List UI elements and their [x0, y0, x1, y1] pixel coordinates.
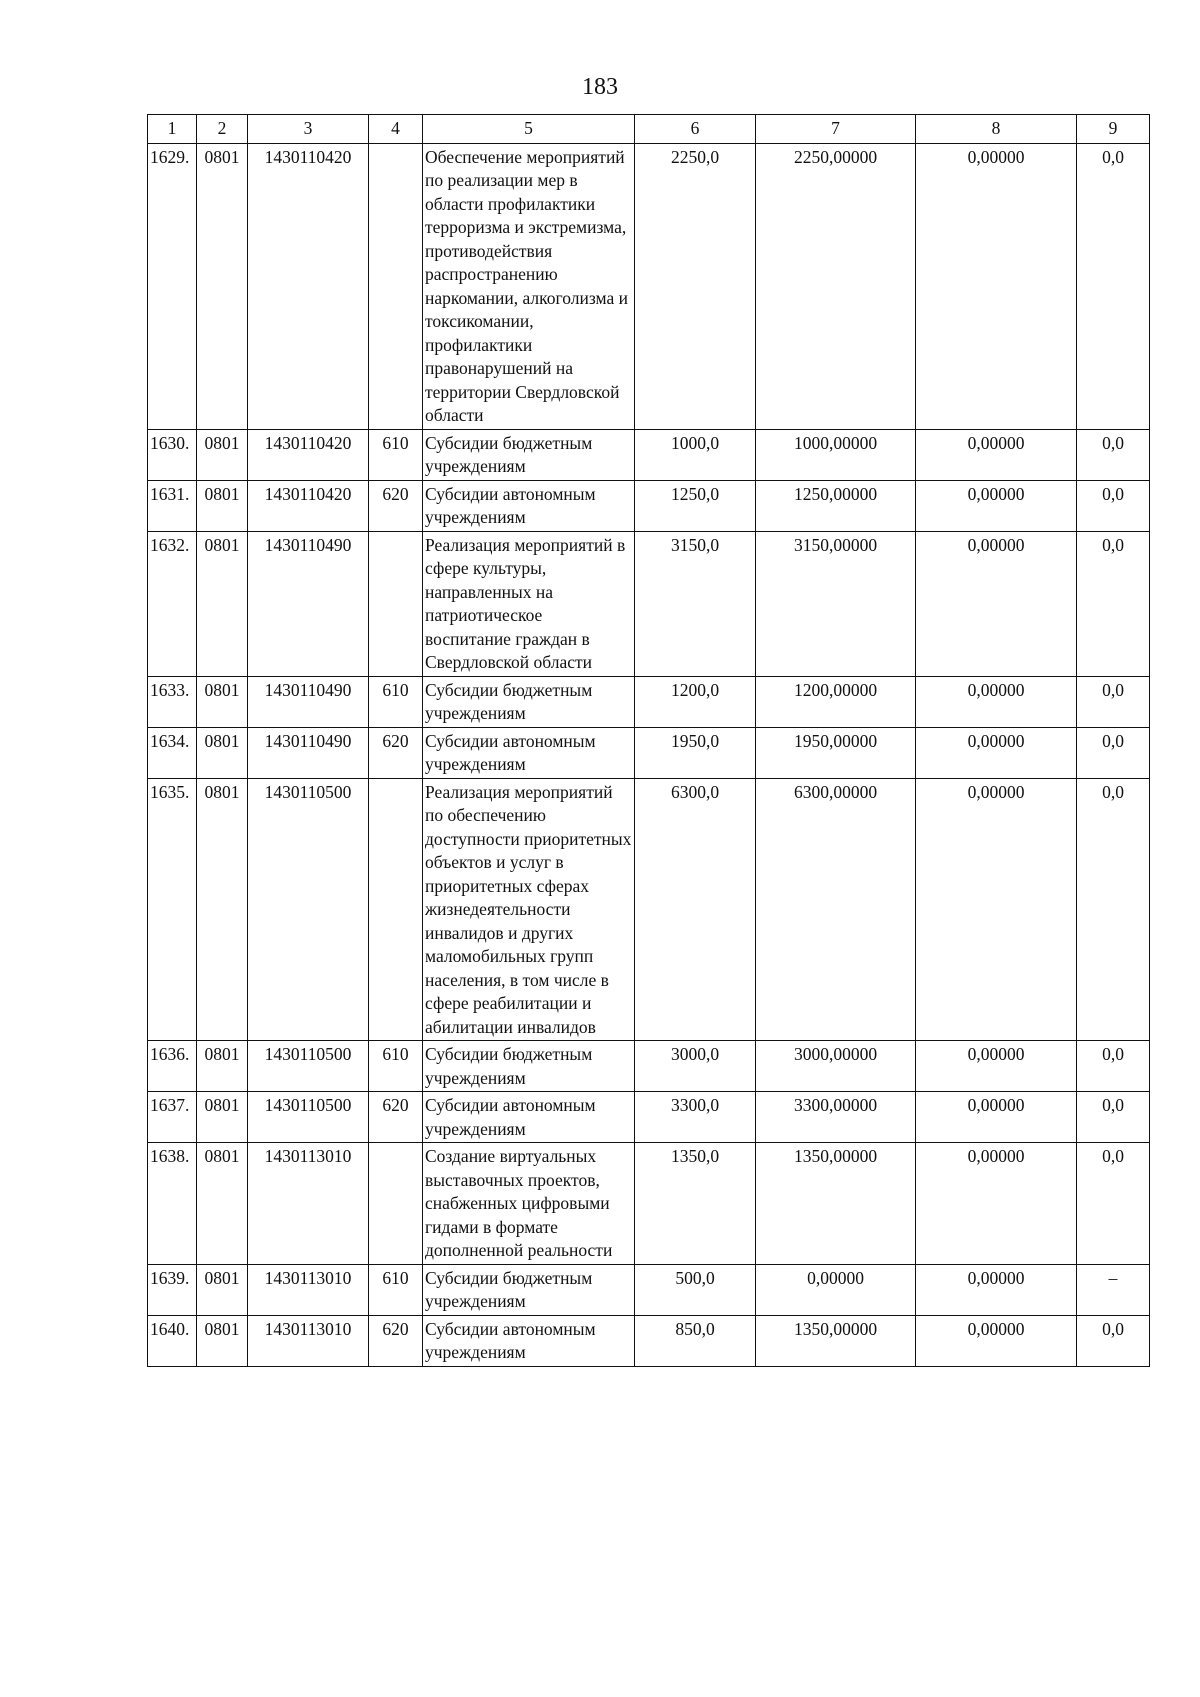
section-code-cell: 0801 — [197, 778, 248, 1041]
table-row — [148, 1264, 1150, 1315]
expense-type-cell: 610 — [369, 1041, 423, 1092]
value-col9-cell: 0,0 — [1077, 1092, 1150, 1143]
budget-table — [147, 114, 1150, 1367]
value-col8-cell: 0,00000 — [916, 676, 1077, 727]
expense-type-cell: 620 — [369, 480, 423, 531]
planned-amount-cell: 1250,0 — [635, 480, 756, 531]
table-body — [148, 143, 1150, 1366]
row-number-cell: 1633. — [148, 676, 197, 727]
target-article-cell: 1430110500 — [248, 778, 369, 1041]
section-code-cell: 0801 — [197, 429, 248, 480]
value-col7-cell: 0,00000 — [756, 1264, 916, 1315]
table-row — [148, 778, 1150, 1041]
section-code-cell: 0801 — [197, 727, 248, 778]
column-header: 7 — [756, 115, 916, 144]
expense-type-cell: 620 — [369, 727, 423, 778]
row-number-cell: 1630. — [148, 429, 197, 480]
target-article-cell: 1430110420 — [248, 429, 369, 480]
expense-type-cell: 620 — [369, 1092, 423, 1143]
value-col8-cell: 0,00000 — [916, 1092, 1077, 1143]
description-cell: Реализация мероприятий в сфере культуры, направленных на патриотическое воспитание граждан в Свердловской области — [423, 531, 635, 676]
column-header: 5 — [423, 115, 635, 144]
description-cell: Обеспечение мероприятий по реализации мер в области профилактики терроризма и экстремизма, противодействия распространению наркомании, алкоголизма и токсикомании, профилактики правонарушений на территории Свердловской области — [423, 143, 635, 429]
value-col8-cell: 0,00000 — [916, 1143, 1077, 1265]
value-col8-cell: 0,00000 — [916, 727, 1077, 778]
value-col7-cell: 3300,00000 — [756, 1092, 916, 1143]
target-article-cell: 1430113010 — [248, 1143, 369, 1265]
value-col8-cell: 0,00000 — [916, 1315, 1077, 1366]
value-col8-cell: 0,00000 — [916, 480, 1077, 531]
row-number-cell: 1634. — [148, 727, 197, 778]
header-row — [148, 115, 1150, 144]
target-article-cell: 1430110420 — [248, 143, 369, 429]
section-code-cell: 0801 — [197, 1264, 248, 1315]
table-row — [148, 1143, 1150, 1265]
row-number-cell: 1638. — [148, 1143, 197, 1265]
section-code-cell: 0801 — [197, 1041, 248, 1092]
section-code-cell: 0801 — [197, 676, 248, 727]
table-row — [148, 727, 1150, 778]
value-col9-cell: 0,0 — [1077, 676, 1150, 727]
description-cell: Субсидии бюджетным учреждениям — [423, 429, 635, 480]
section-code-cell: 0801 — [197, 1143, 248, 1265]
value-col7-cell: 1250,00000 — [756, 480, 916, 531]
row-number-cell: 1636. — [148, 1041, 197, 1092]
planned-amount-cell: 1350,0 — [635, 1143, 756, 1265]
target-article-cell: 1430110490 — [248, 676, 369, 727]
value-col9-cell: 0,0 — [1077, 1143, 1150, 1265]
planned-amount-cell: 6300,0 — [635, 778, 756, 1041]
planned-amount-cell: 1200,0 — [635, 676, 756, 727]
target-article-cell: 1430110500 — [248, 1092, 369, 1143]
planned-amount-cell: 850,0 — [635, 1315, 756, 1366]
planned-amount-cell: 1000,0 — [635, 429, 756, 480]
description-cell: Субсидии бюджетным учреждениям — [423, 1041, 635, 1092]
value-col8-cell: 0,00000 — [916, 1264, 1077, 1315]
page-number: 183 — [582, 74, 618, 100]
column-header: 8 — [916, 115, 1077, 144]
value-col9-cell: 0,0 — [1077, 531, 1150, 676]
description-cell: Субсидии автономным учреждениям — [423, 727, 635, 778]
description-cell: Субсидии бюджетным учреждениям — [423, 676, 635, 727]
row-number-cell: 1639. — [148, 1264, 197, 1315]
planned-amount-cell: 3300,0 — [635, 1092, 756, 1143]
table-row — [148, 1092, 1150, 1143]
row-number-cell: 1629. — [148, 143, 197, 429]
section-code-cell: 0801 — [197, 531, 248, 676]
value-col8-cell: 0,00000 — [916, 778, 1077, 1041]
row-number-cell: 1632. — [148, 531, 197, 676]
table-row — [148, 1041, 1150, 1092]
table-row — [148, 1315, 1150, 1366]
expense-type-cell — [369, 778, 423, 1041]
target-article-cell: 1430113010 — [248, 1315, 369, 1366]
value-col7-cell: 3000,00000 — [756, 1041, 916, 1092]
expense-type-cell: 610 — [369, 429, 423, 480]
expense-type-cell: 610 — [369, 1264, 423, 1315]
column-header: 1 — [148, 115, 197, 144]
expense-type-cell: 610 — [369, 676, 423, 727]
expense-type-cell — [369, 531, 423, 676]
planned-amount-cell: 3150,0 — [635, 531, 756, 676]
description-cell: Создание виртуальных выставочных проектов, снабженных цифровыми гидами в формате дополненной реальности — [423, 1143, 635, 1265]
value-col7-cell: 3150,00000 — [756, 531, 916, 676]
value-col9-cell: 0,0 — [1077, 1041, 1150, 1092]
table-row — [148, 676, 1150, 727]
row-number-cell: 1635. — [148, 778, 197, 1041]
value-col8-cell: 0,00000 — [916, 531, 1077, 676]
value-col9-cell: 0,0 — [1077, 480, 1150, 531]
value-col7-cell: 1350,00000 — [756, 1143, 916, 1265]
value-col9-cell: 0,0 — [1077, 778, 1150, 1041]
value-col9-cell: 0,0 — [1077, 429, 1150, 480]
value-col9-cell: 0,0 — [1077, 727, 1150, 778]
table-row — [148, 531, 1150, 676]
table-row — [148, 480, 1150, 531]
description-cell: Субсидии автономным учреждениям — [423, 480, 635, 531]
description-cell: Субсидии бюджетным учреждениям — [423, 1264, 635, 1315]
column-header: 3 — [248, 115, 369, 144]
row-number-cell: 1631. — [148, 480, 197, 531]
description-cell: Субсидии автономным учреждениям — [423, 1315, 635, 1366]
value-col7-cell: 1950,00000 — [756, 727, 916, 778]
value-col9-cell: 0,0 — [1077, 143, 1150, 429]
expense-type-cell — [369, 1143, 423, 1265]
value-col9-cell: – — [1077, 1264, 1150, 1315]
value-col7-cell: 1000,00000 — [756, 429, 916, 480]
expense-type-cell — [369, 143, 423, 429]
value-col8-cell: 0,00000 — [916, 429, 1077, 480]
value-col7-cell: 1200,00000 — [756, 676, 916, 727]
expense-type-cell: 620 — [369, 1315, 423, 1366]
value-col7-cell: 2250,00000 — [756, 143, 916, 429]
description-cell: Субсидии автономным учреждениям — [423, 1092, 635, 1143]
description-cell: Реализация мероприятий по обеспечению доступности приоритетных объектов и услуг в приоритетных сферах жизнедеятельности инвалидов и других маломобильных групп населения, в том числе в сфере реабилитации и абилитации инвалидов — [423, 778, 635, 1041]
target-article-cell: 1430110500 — [248, 1041, 369, 1092]
planned-amount-cell: 2250,0 — [635, 143, 756, 429]
table-row — [148, 429, 1150, 480]
planned-amount-cell: 500,0 — [635, 1264, 756, 1315]
section-code-cell: 0801 — [197, 1092, 248, 1143]
value-col7-cell: 6300,00000 — [756, 778, 916, 1041]
table-row — [148, 143, 1150, 429]
value-col9-cell: 0,0 — [1077, 1315, 1150, 1366]
section-code-cell: 0801 — [197, 143, 248, 429]
target-article-cell: 1430110420 — [248, 480, 369, 531]
planned-amount-cell: 3000,0 — [635, 1041, 756, 1092]
column-header: 6 — [635, 115, 756, 144]
target-article-cell: 1430113010 — [248, 1264, 369, 1315]
column-header: 2 — [197, 115, 248, 144]
column-header: 9 — [1077, 115, 1150, 144]
section-code-cell: 0801 — [197, 480, 248, 531]
column-header: 4 — [369, 115, 423, 144]
value-col7-cell: 1350,00000 — [756, 1315, 916, 1366]
target-article-cell: 1430110490 — [248, 531, 369, 676]
row-number-cell: 1637. — [148, 1092, 197, 1143]
section-code-cell: 0801 — [197, 1315, 248, 1366]
target-article-cell: 1430110490 — [248, 727, 369, 778]
value-col8-cell: 0,00000 — [916, 1041, 1077, 1092]
planned-amount-cell: 1950,0 — [635, 727, 756, 778]
value-col8-cell: 0,00000 — [916, 143, 1077, 429]
row-number-cell: 1640. — [148, 1315, 197, 1366]
